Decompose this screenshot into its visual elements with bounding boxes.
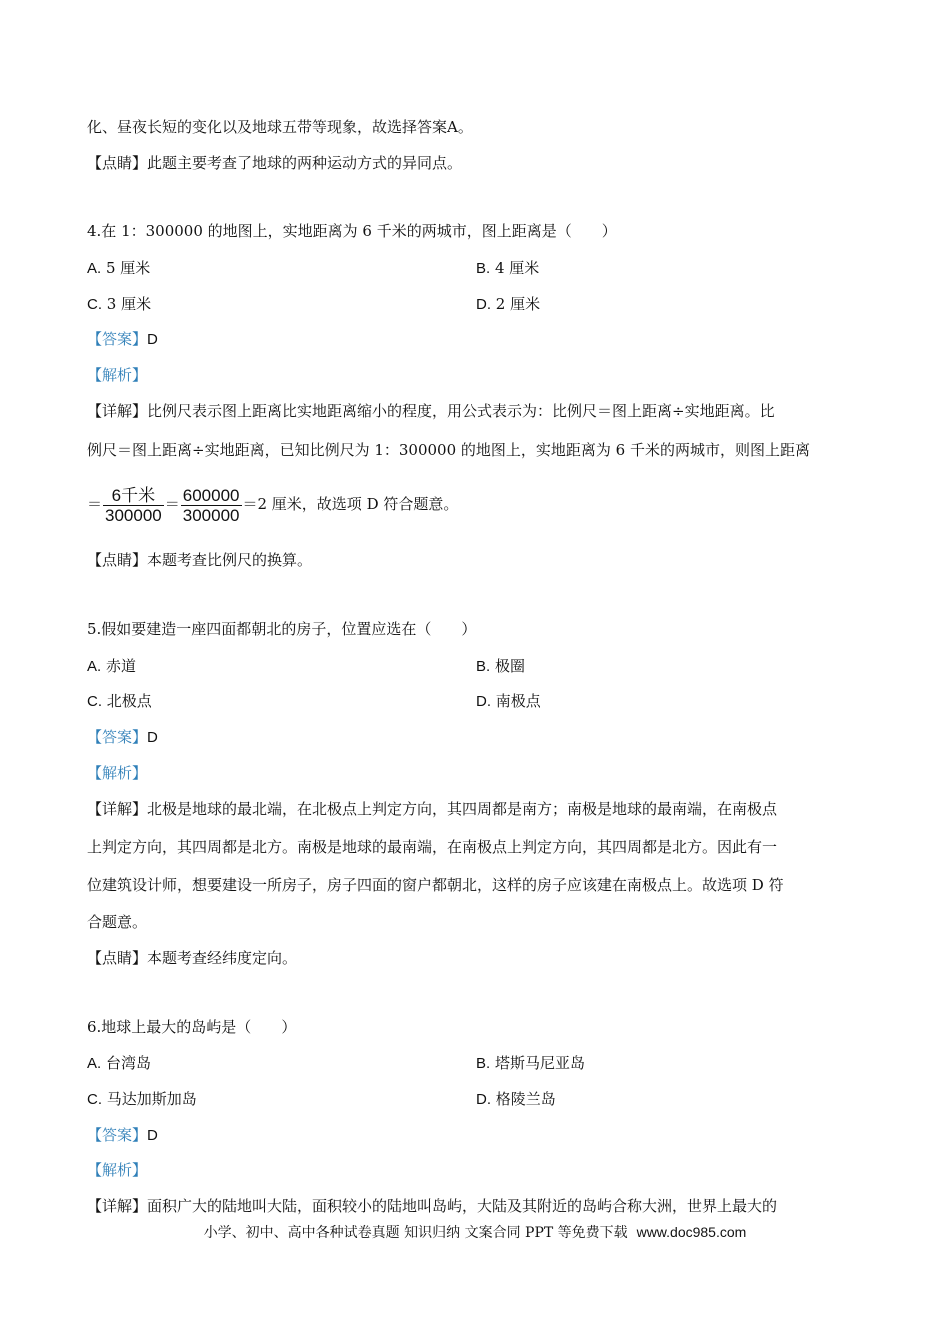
q6-option-c: C. 马达加斯加岛 (87, 1090, 197, 1108)
q5-point-note: 【点睛】本题考查经纬度定向。 (87, 949, 298, 967)
q6-option-d: D. 格陵兰岛 (476, 1090, 556, 1108)
q5-detail-line-2: 上判定方向，其四周都是北方。南极是地球的最南端，在南极点上判定方向，其四周都是北方。因此有一 (87, 838, 778, 856)
q5-stem: 5.假如要建造一座四面都朝北的房子，位置应选在（ ） (87, 620, 477, 638)
prev-explanation-tail: 化、昼夜长短的变化以及地球五带等现象，故选择答案A。 (87, 118, 473, 136)
q4-option-c: C. 3 厘米 (87, 295, 152, 313)
page-footer (0, 1222, 950, 1242)
q4-equation: ＝ $\frac{\text{6千米}}{300000}$ ＝ $\frac{600000}{300000}$ ＝2 厘米，故选项 D 符合题意。 (87, 485, 459, 525)
q6-answer (87, 1125, 158, 1146)
q5-detail-line-1: 【详解】北极是地球的最北端，在北极点上判定方向，其四周都是南方；南极是地球的最南端，在南极点 (87, 800, 778, 818)
prev-point-note: 【点睛】此题主要考查了地球的两种运动方式的异同点。 (87, 154, 463, 172)
answer-value: D (147, 1127, 158, 1144)
q4-stem: 4.在 1：300000 的地图上，实地距离为 6 千米的两城市，图上距离是（ ） (87, 222, 617, 240)
answer-value: D (147, 729, 158, 746)
q4-detail-line-1: 【详解】比例尺表示图上距离比实地距离缩小的程度，用公式表示为：比例尺＝图上距离÷实地距离。比 (87, 402, 775, 420)
answer-label: 【答案】 (87, 728, 148, 746)
q6-detail-line-1: 【详解】面积广大的陆地叫大陆，面积较小的陆地叫岛屿，大陆及其附近的岛屿合称大洲，世界上最大的 (87, 1197, 778, 1215)
q5-answer (87, 727, 158, 748)
q4-detail-line-2: 例尺＝图上距离÷实地距离，已知比例尺为 1：300000 的地图上，实地距离为 6 千米的两城市，则图上距离 (87, 441, 810, 459)
q6-analysis-label: 【解析】 (87, 1161, 148, 1179)
q5-analysis-label: 【解析】 (87, 764, 148, 782)
q5-detail-line-3: 位建筑设计师，想要建设一所房子，房子四面的窗户都朝北，这样的房子应该建在南极点上。故选项 D 符 (87, 876, 784, 894)
q4-answer (87, 329, 158, 350)
q4-option-b: B. 4 厘米 (476, 259, 540, 277)
q4-option-d: D. 2 厘米 (476, 295, 541, 313)
q4-point-note: 【点睛】本题考查比例尺的换算。 (87, 551, 313, 569)
answer-value: D (147, 331, 158, 348)
q5-option-c: C. 北极点 (87, 692, 152, 710)
q4-option-a: A. 5 厘米 (87, 259, 151, 277)
q6-option-b: B. 塔斯马尼亚岛 (476, 1054, 585, 1072)
fraction-6km: $\frac{\text{6千米}}{300000}$ (105, 485, 162, 525)
answer-label: 【答案】 (87, 1126, 148, 1144)
q5-detail-line-4: 合题意。 (87, 913, 148, 931)
q5-option-d: D. 南极点 (476, 692, 541, 710)
footer-text: 小学、初中、高中各种试卷真题 知识归纳 文案合同 PPT 等免费下载 (203, 1225, 628, 1241)
fraction-600000: $\frac{600000}{300000}$ (182, 485, 240, 525)
q5-option-a: A. 赤道 (87, 657, 136, 675)
q6-stem: 6.地球上最大的岛屿是（ ） (87, 1018, 297, 1036)
q4-analysis-label: 【解析】 (87, 366, 148, 384)
q5-option-b: B. 极圈 (476, 657, 525, 675)
footer-url[interactable]: www.doc985.com (636, 1224, 747, 1240)
answer-label: 【答案】 (87, 330, 148, 348)
q6-option-a: A. 台湾岛 (87, 1054, 151, 1072)
